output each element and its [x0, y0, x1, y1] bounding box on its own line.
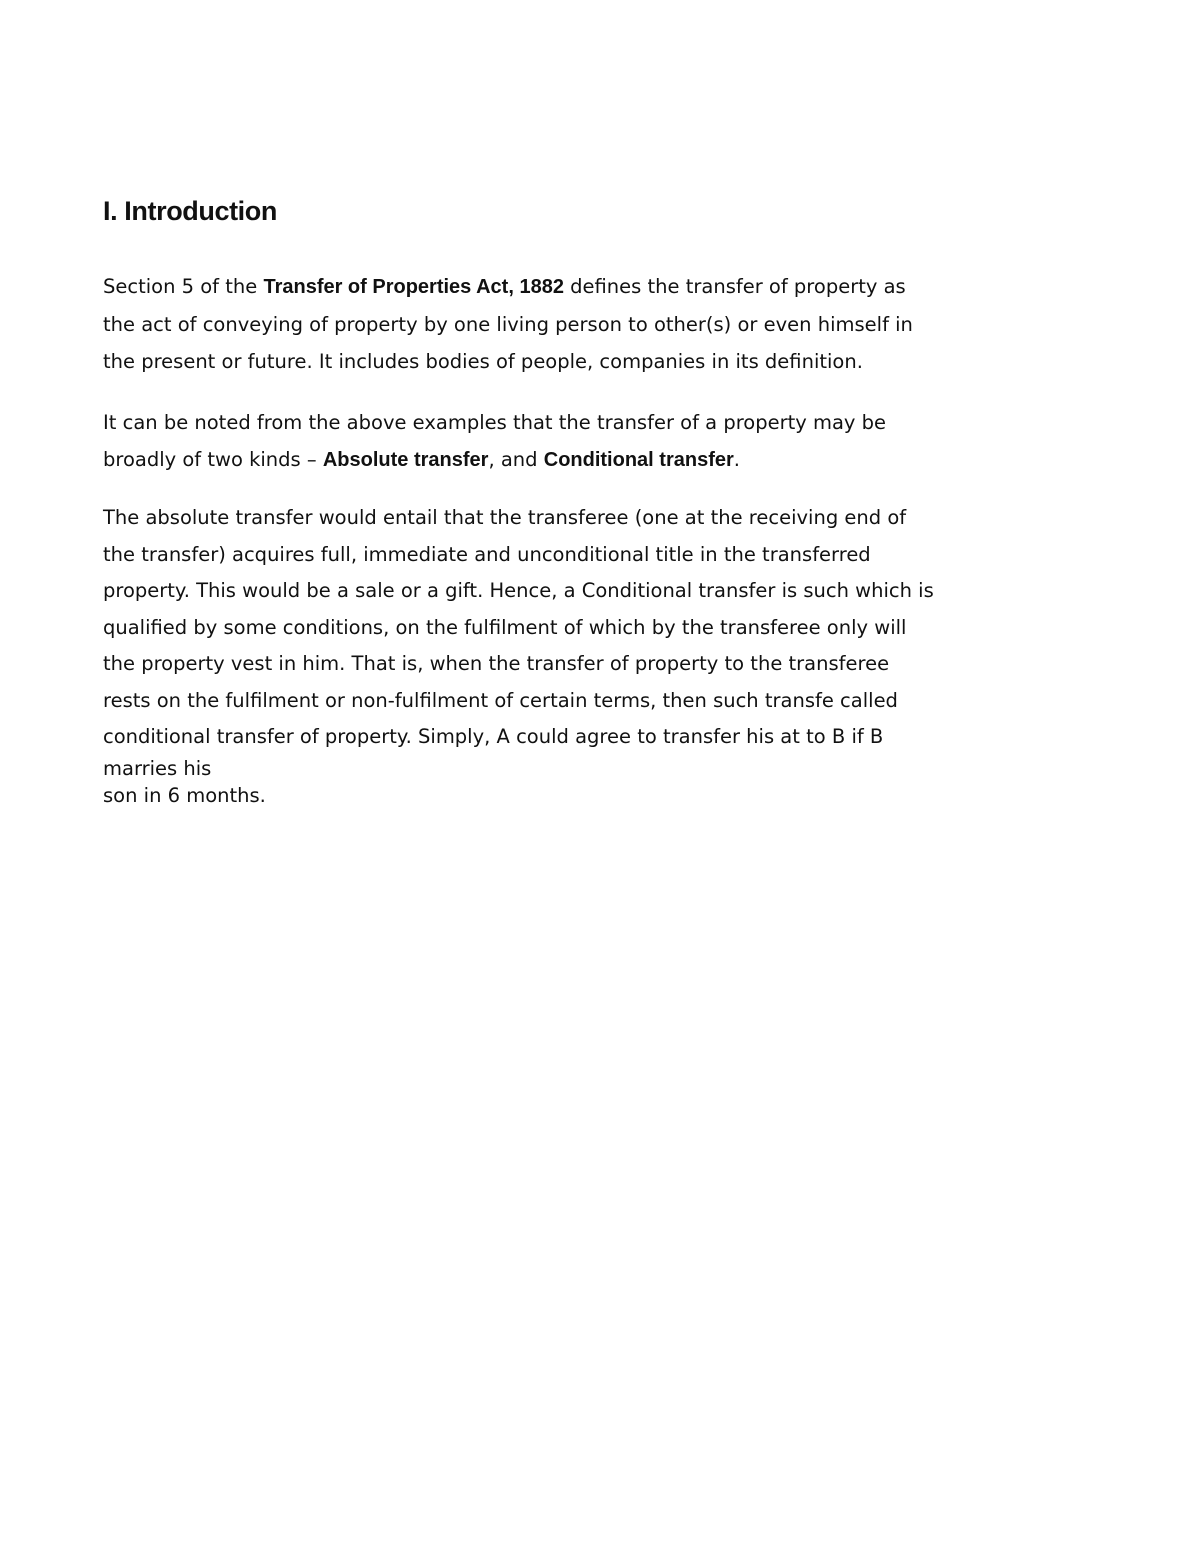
text-line: the property vest in him. That is, when the transfer of property to the transferee — [103, 652, 890, 675]
text-line: qualified by some conditions, on the fulfilment of which by the transferee only will — [103, 615, 907, 639]
text-line: the act of conveying of property by one living person to other(s) or even himself in — [103, 313, 913, 336]
text-line: property. This would be a sale or a gift. Hence, a Conditional transfer is such which is — [103, 579, 934, 602]
text-run: , and — [488, 448, 544, 471]
paragraph-absolute-conditional — [103, 500, 1103, 756]
section-heading: I. Introduction — [103, 196, 277, 226]
text-line: rests on the fulfilment or non-fulfilment of certain terms, then such transfe called — [103, 688, 898, 712]
act-name-bold: Transfer of Properties Act, 1882 — [263, 276, 564, 298]
text-line: son in 6 months. — [103, 784, 266, 807]
text-line: The absolute transfer would entail that the transferee (one at the receiving end of — [103, 506, 907, 529]
text-line: the present or future. It includes bodies of people, companies in its definition. — [103, 350, 863, 373]
text-line — [103, 441, 1103, 479]
text-line — [103, 268, 1103, 306]
text-run: Section 5 of the — [103, 275, 264, 298]
text-line: the transfer) acquires full, immediate and unconditional title in the transferred — [103, 542, 871, 566]
text-run: defines the transfer of property as — [563, 275, 906, 298]
conditional-transfer-bold: Conditional transfer — [543, 449, 734, 471]
text-run: broadly of two kinds – — [103, 448, 323, 471]
text-line: conditional transfer of property. Simply, A could agree to transfer his at to B if B — [103, 725, 884, 748]
text-line: It can be noted from the above examples that the transfer of a property may be — [103, 411, 887, 434]
paragraph-definition — [103, 268, 1103, 380]
paragraph-kinds — [103, 404, 1103, 479]
text-line: marries his — [103, 757, 212, 780]
text-run: . — [733, 448, 740, 471]
absolute-transfer-bold: Absolute transfer — [322, 449, 489, 471]
